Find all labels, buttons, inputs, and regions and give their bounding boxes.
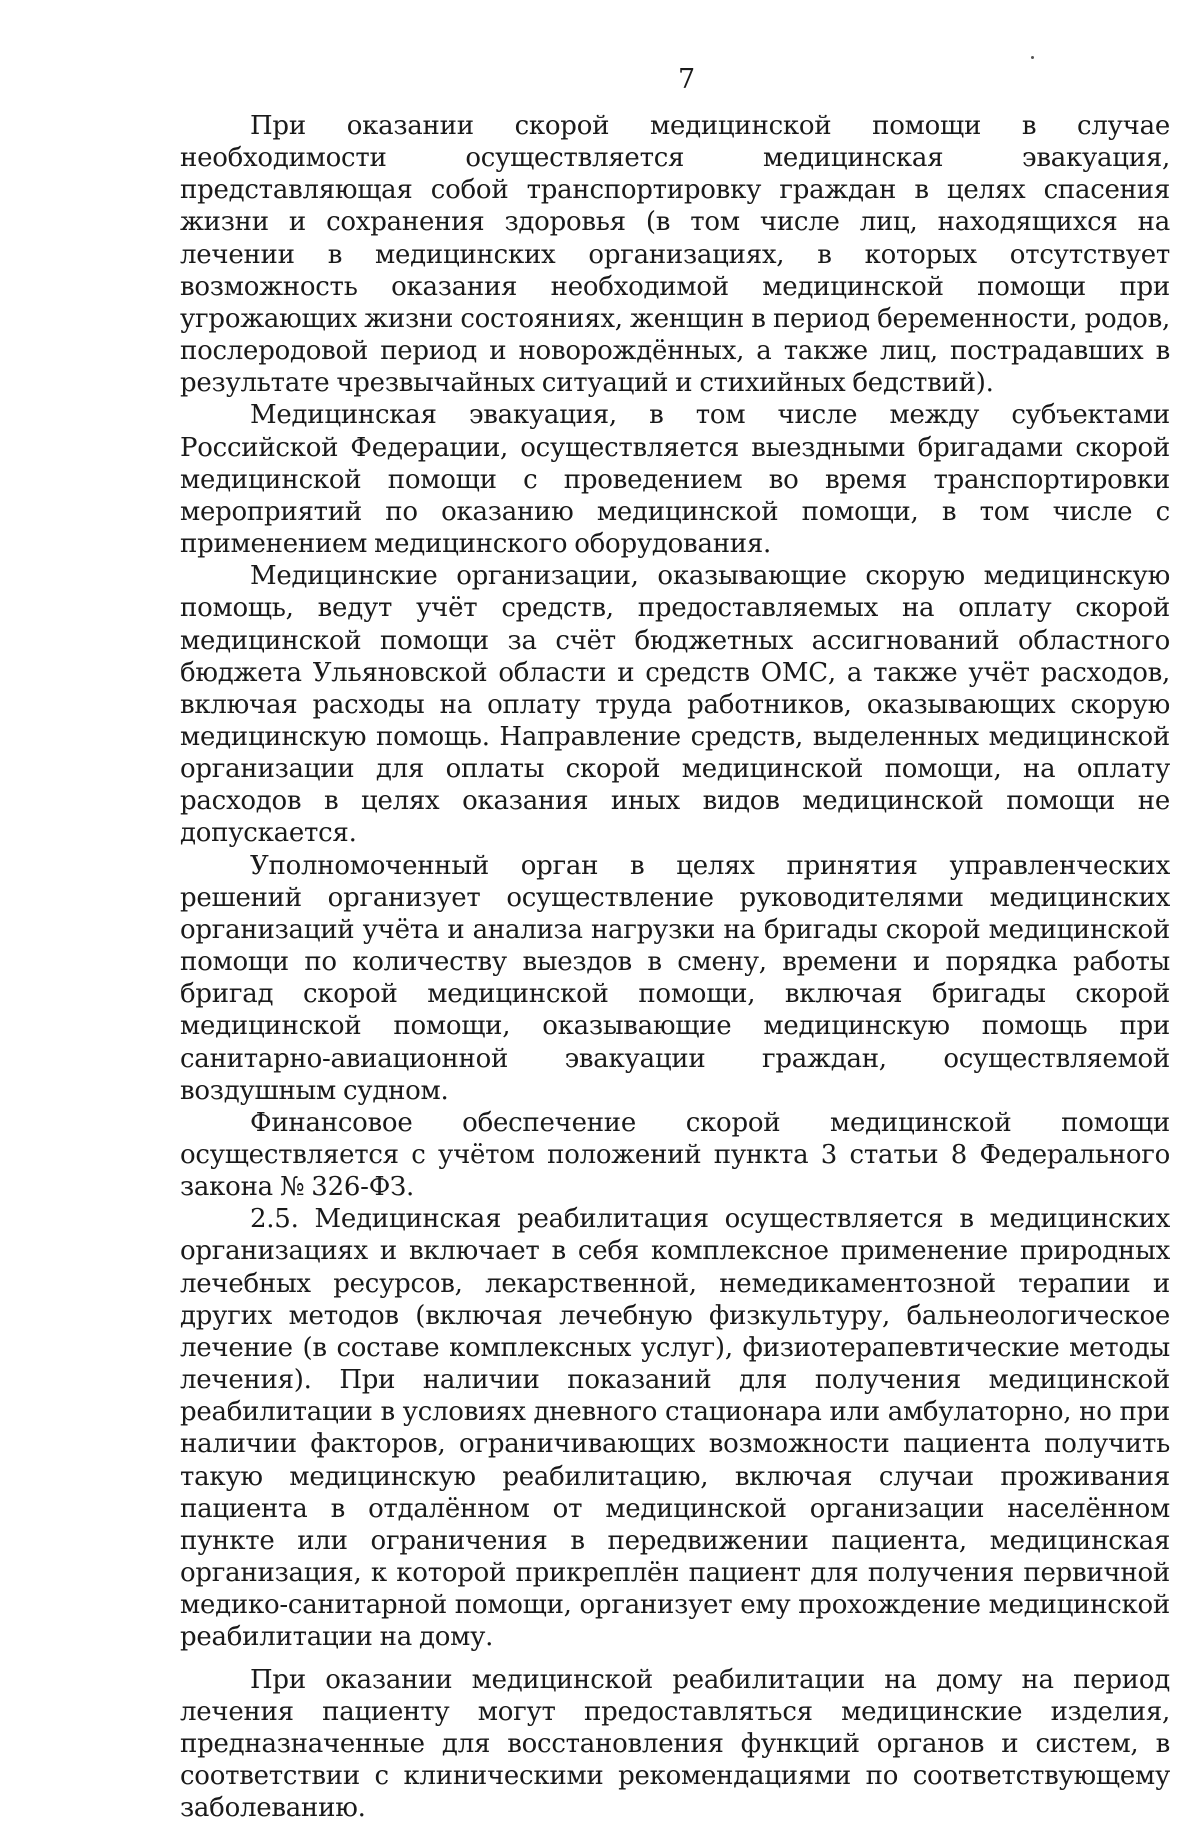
page-number: 7 bbox=[0, 64, 1200, 96]
scan-artifact bbox=[1031, 56, 1034, 59]
paragraph-funds-accounting: Медицинские организации, оказывающие скорую медицинскую помощь, ведут учёт средств, предоставляемых на оплату скорой медицинской помощи за счёт бюджетных ассигнований областного бюджета Ульяновской области и средств ОМС, а также учёт расходов, включая расходы на оплату труда работников, оказывающих скорую медицинскую помощь. Направление средств, выделенных медицинской организации для оплаты скорой медицинской помощи, на оплату расходов в целях оказания иных видов медицинской помощи не допускается. bbox=[180, 560, 1170, 849]
paragraph-rehabilitation: 2.5. Медицинская реабилитация осуществляется в медицинских организациях и включает в себя комплексное применение природных лечебных ресурсов, лекарственной, немедикаментозной терапии и других методов (включая лечебную физкультуру, бальнеологическое лечение (в составе комплексных услуг), физиотерапевтические методы лечения). При наличии показаний для получения медицинской реабилитации в условиях дневного стационара или амбулаторно, но при наличии факторов, ограничивающих возможности пациента получить такую медицинскую реабилитацию, включая случаи проживания пациента в отдалённом от медицинской организации населённом пункте или ограничения в передвижении пациента, медицинская организация, к которой прикреплён пациент для получения первичной медико-санитарной помощи, организует ему прохождение медицинской реабилитации на дому. bbox=[180, 1203, 1170, 1653]
paragraph-financing: Финансовое обеспечение скорой медицинской помощи осуществляется с учётом положений пункта 3 статьи 8 Федерального закона № 326-ФЗ. bbox=[180, 1107, 1170, 1203]
paragraph-home-rehabilitation: При оказании медицинской реабилитации на дому на период лечения пациенту могут предоставляться медицинские изделия, предназначенные для восстановления функций органов и систем, в соответствии с клиническими рекомендациями по соответствующему заболеванию. bbox=[180, 1664, 1170, 1824]
paragraph-medical-evacuation: При оказании скорой медицинской помощи в случае необходимости осуществляется медицинская эвакуация, представляющая собой транспортировку граждан в целях спасения жизни и сохранения здоровья (в том числе лиц, находящихся на лечении в медицинских организациях, в которых отсутствует возможность оказания необходимой медицинской помощи при угрожающих жизни состояниях, женщин в период беременности, родов, послеродовой период и новорождённых, а также лиц, пострадавших в результате чрезвычайных ситуаций и стихийных бедствий). bbox=[180, 110, 1170, 399]
paragraph-evacuation-teams: Медицинская эвакуация, в том числе между субъектами Российской Федерации, осуществляется выездными бригадами скорой медицинской помощи с проведением во время транспортировки мероприятий по оказанию медицинской помощи, в том числе с применением медицинского оборудования. bbox=[180, 399, 1170, 560]
paragraph-workload-analysis: Уполномоченный орган в целях принятия управленческих решений организует осуществление руководителями медицинских организаций учёта и анализа нагрузки на бригады скорой медицинской помощи по количеству выездов в смену, времени и порядка работы бригад скорой медицинской помощи, включая бригады скорой медицинской помощи, оказывающие медицинскую помощь при санитарно-авиационной эвакуации граждан, осуществляемой воздушным судном. bbox=[180, 850, 1170, 1107]
document-body bbox=[180, 110, 1170, 1824]
